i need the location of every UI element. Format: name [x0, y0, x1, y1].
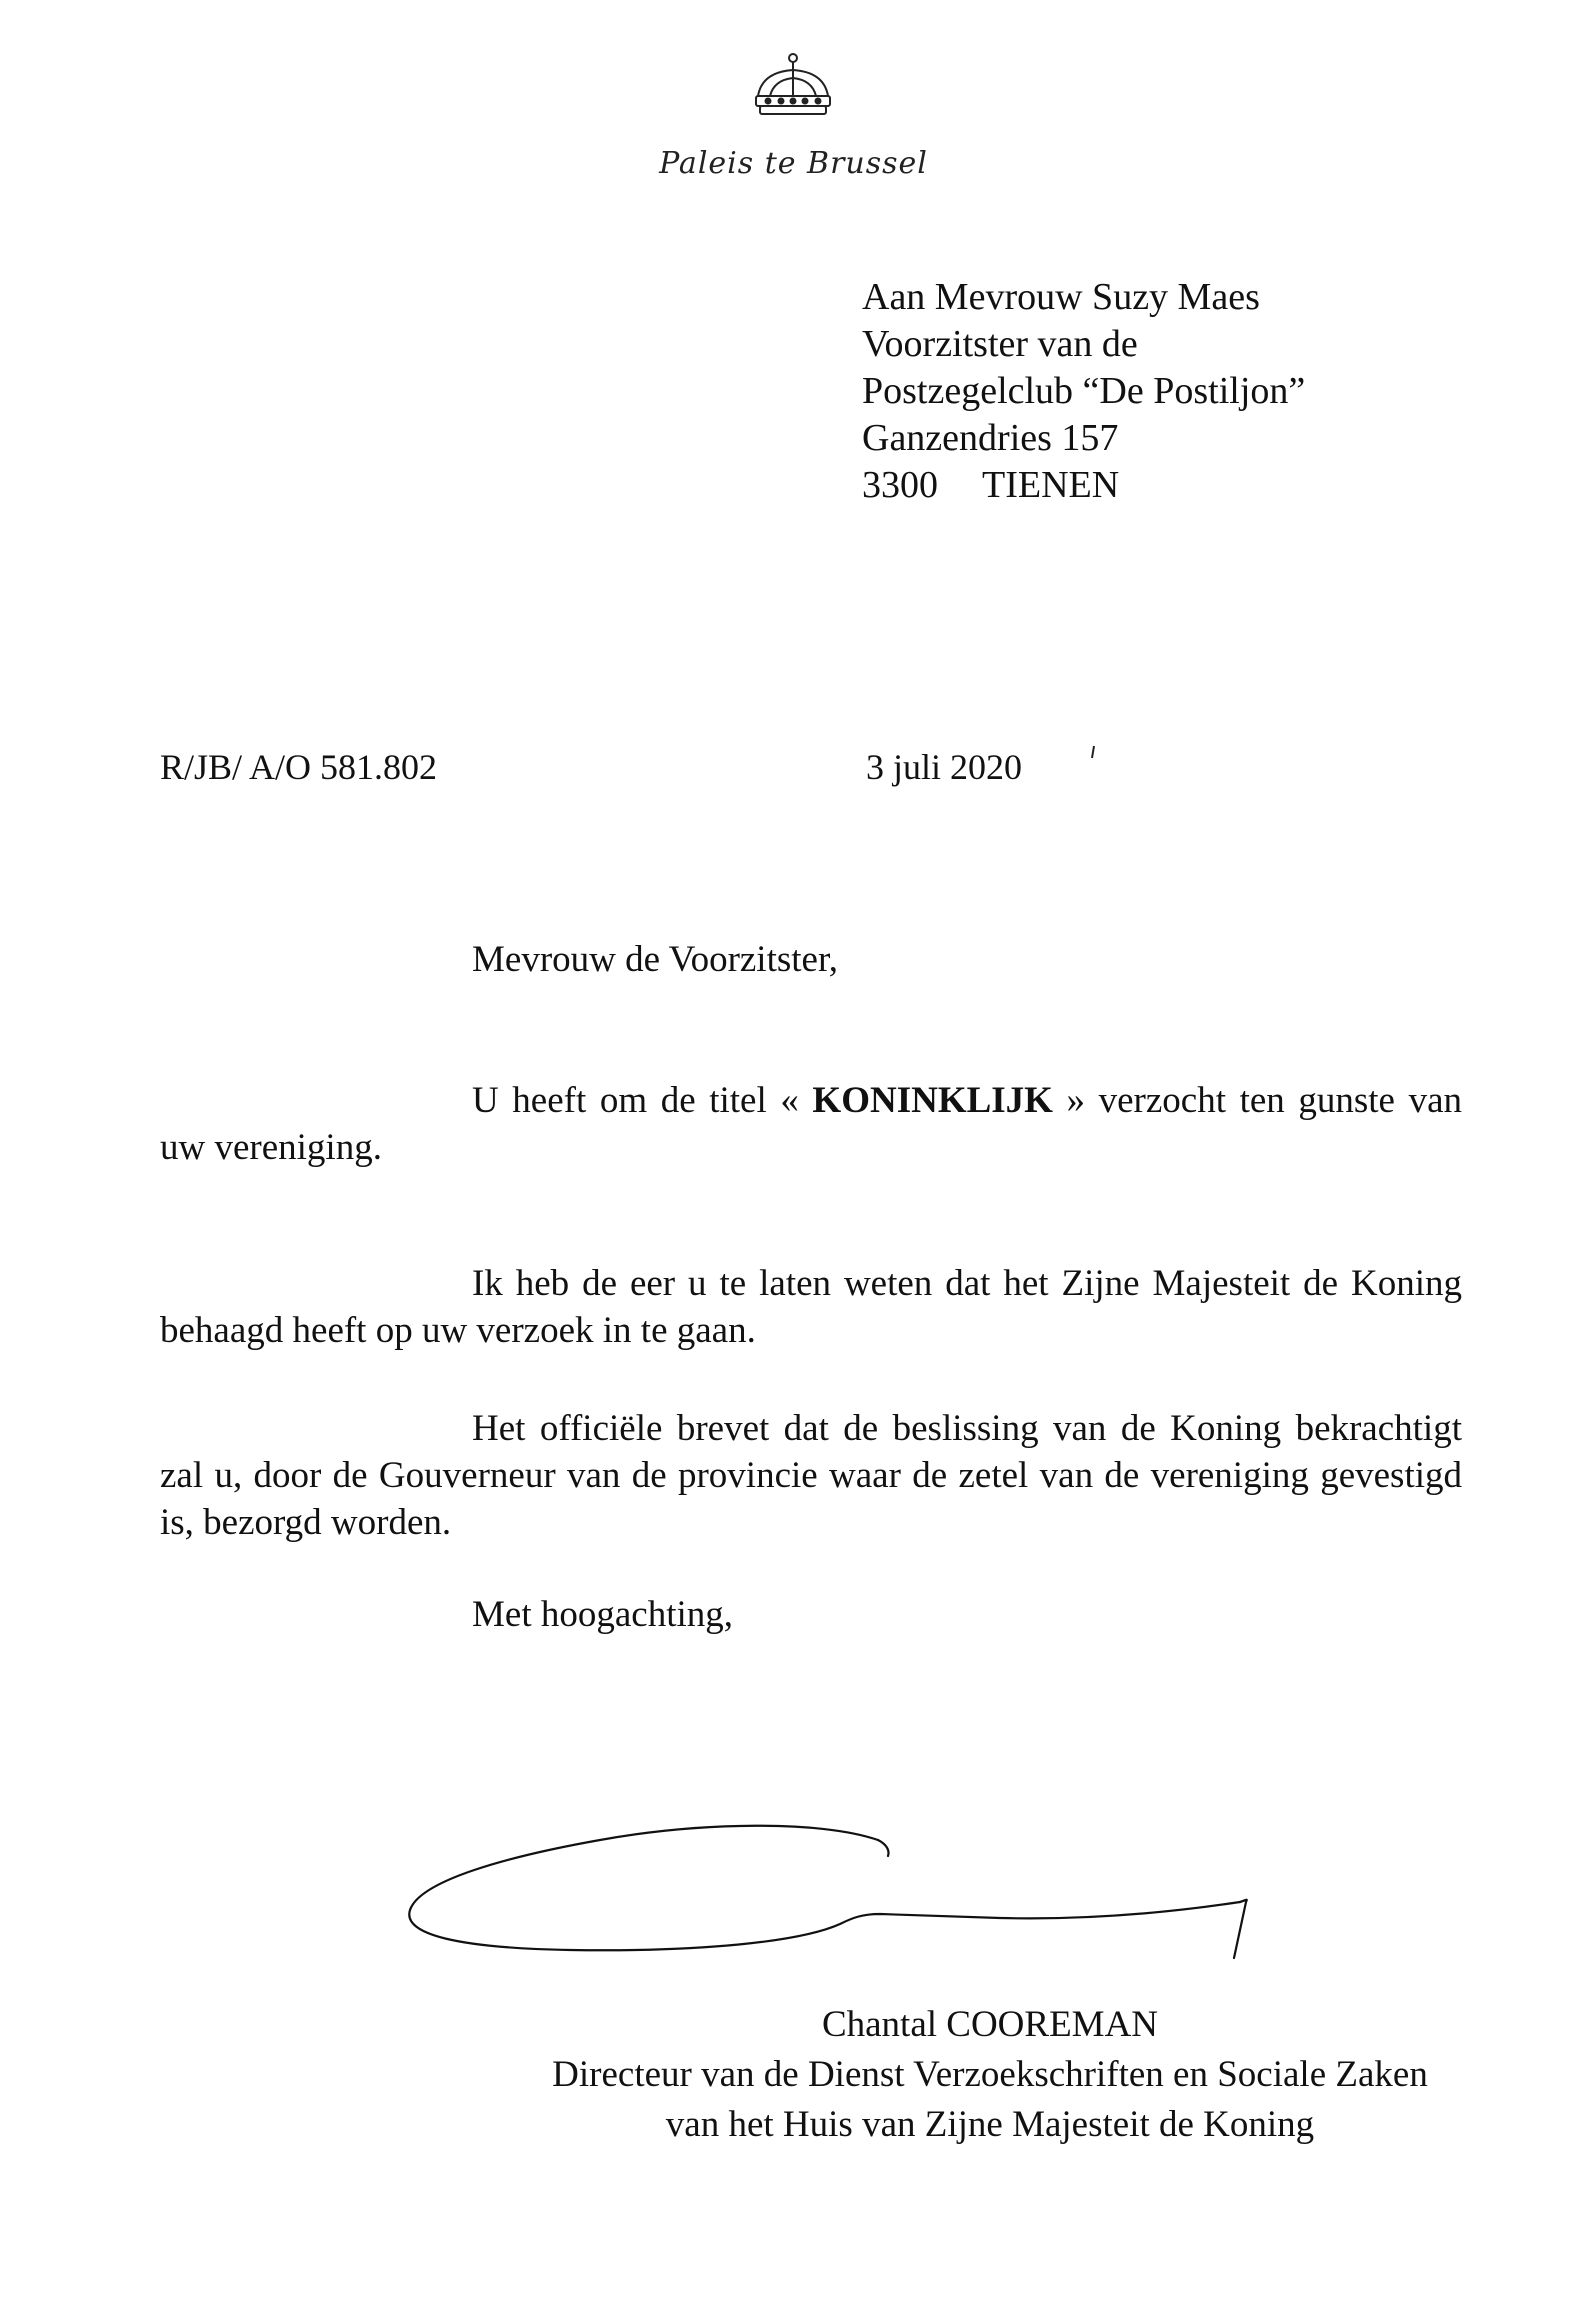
address-line: Ganzendries 157	[862, 417, 1119, 459]
crown-icon	[748, 52, 838, 124]
address-line: Aan Mevrouw Suzy Maes	[862, 276, 1260, 318]
handwritten-signature	[400, 1790, 1280, 1960]
address-line: Postzegelclub “De Postiljon”	[862, 370, 1306, 412]
signatory-title: Directeur van de Dienst Verzoekschriften en Sociale Zaken	[552, 2054, 1428, 2095]
address-line: Voorzitster van de	[862, 323, 1138, 365]
reference-number: R/JB/ A/O 581.802	[160, 747, 438, 787]
title-koninklijk: KONINKLIJK	[812, 1080, 1053, 1121]
address-city: TIENEN	[982, 464, 1120, 506]
body-paragraph	[160, 1077, 1462, 1171]
salutation: Mevrouw de Voorzitster,	[472, 939, 839, 980]
closing: Met hoogachting,	[472, 1594, 734, 1635]
paragraph-text: U heeft om de titel «	[472, 1080, 813, 1121]
address-city-line	[862, 462, 1305, 509]
body-paragraph: Het officiële brevet dat de beslissing van de Koning bekrachtigt zal u, door de Gouverneur van de provincie waar de zetel van de vereniging gevestigd is, bezorgd worden.	[160, 1408, 1462, 1543]
signatory-title: van het Huis van Zijne Majesteit de Koning	[665, 2104, 1315, 2145]
body-paragraph: Ik heb de eer u te laten weten dat het Zijne Majesteit de Koning behaagd heeft op uw verzoek in te gaan.	[160, 1263, 1462, 1351]
letterhead-place: Paleis te Brussel	[659, 146, 928, 181]
signatory-block	[440, 2000, 1540, 2150]
letter-date: 3 juli 2020	[866, 747, 1023, 787]
signatory-name: Chantal COOREMAN	[821, 2004, 1159, 2045]
recipient-address	[862, 274, 1305, 509]
ink-mark	[1090, 744, 1096, 766]
paragraph-text: » verzocht ten gunste van uw vereniging.	[160, 1080, 1462, 1168]
address-postcode: 3300	[862, 464, 938, 506]
